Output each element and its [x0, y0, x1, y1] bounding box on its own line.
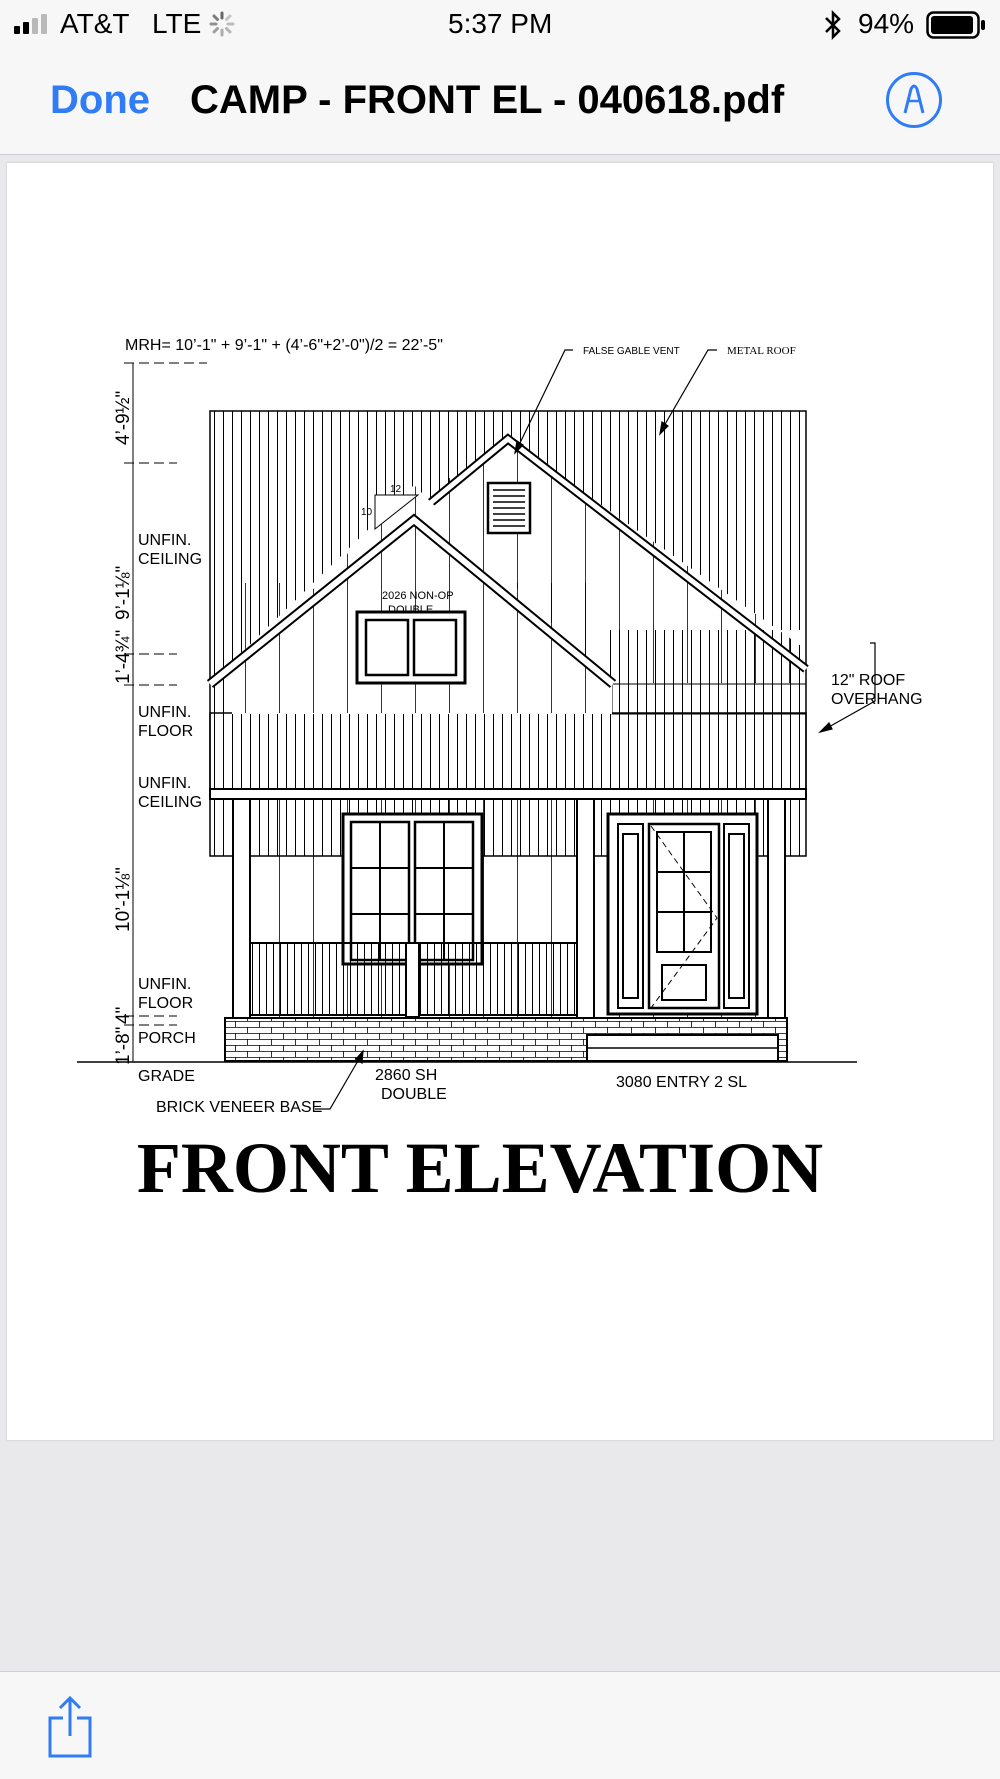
unfin-floor-upper: UNFIN. — [138, 704, 192, 721]
brick-veneer-label: BRICK VENEER BASE — [156, 1099, 323, 1116]
ceiling-upper: CEILING — [138, 551, 203, 568]
document-title: CAMP - FRONT EL - 040618.pdf — [190, 78, 785, 122]
status-bar — [0, 0, 1000, 50]
carrier-label: AT&T — [60, 8, 130, 39]
nav-bar — [0, 50, 1000, 155]
upper-window-label: 2026 NON-OP — [382, 590, 454, 602]
dim-porch: 1’-8" — [113, 1026, 134, 1065]
unfin-floor-lower: UNFIN. — [138, 976, 192, 993]
dim-upper-floor: 9’-1⅛" — [113, 565, 134, 620]
lower-window-label: 2860 SH — [375, 1067, 438, 1084]
bluetooth-icon — [822, 10, 844, 40]
dim-porch-step: 4" — [113, 1006, 134, 1024]
done-button[interactable]: Done — [50, 78, 150, 122]
drawing-heading: FRONT ELEVATION — [136, 1128, 824, 1208]
grade-label: GRADE — [138, 1068, 195, 1085]
unfin-ceiling-lower: UNFIN. — [138, 775, 192, 792]
dim-floor-depth: 1’-4¾" — [113, 629, 134, 684]
false-gable-vent-label: FALSE GABLE VENT — [583, 346, 680, 357]
floor-lower: FLOOR — [138, 995, 194, 1012]
floor-upper: FLOOR — [138, 723, 194, 740]
share-icon[interactable] — [46, 1694, 96, 1760]
network-label: LTE — [152, 8, 202, 39]
pitch-rise-label: 10 — [361, 507, 373, 518]
dim-roof-height: 4’-9½" — [113, 390, 134, 445]
lower-window-label-2: DOUBLE — [381, 1086, 447, 1103]
upper-window-label-2: DOUBLE — [388, 604, 434, 616]
activity-spinner-icon — [208, 10, 236, 38]
roof-overhang-label: 12" ROOF — [831, 672, 906, 689]
porch-label: PORCH — [138, 1030, 196, 1047]
mrh-formula: MRH= 10’-1" + 9’-1" + (4’-6"+2’-0")/2 = 22’-5" — [125, 337, 443, 354]
unfin-ceiling-upper: UNFIN. — [138, 532, 192, 549]
metal-roof-label: METAL ROOF — [727, 345, 796, 357]
markup-pen-icon[interactable] — [886, 72, 942, 128]
ceiling-lower: CEILING — [138, 794, 203, 811]
pitch-run-label: 12 — [390, 484, 402, 495]
pdf-page[interactable] — [7, 163, 993, 1440]
bottom-toolbar — [0, 1671, 1000, 1779]
clock: 5:37 PM — [448, 8, 553, 39]
front-elevation-drawing — [7, 163, 993, 1440]
battery-percent: 94% — [858, 8, 915, 39]
dim-lower-floor: 10’-1⅛" — [113, 867, 134, 932]
house-elevation — [77, 411, 857, 1062]
entry-door-label: 3080 ENTRY 2 SL — [616, 1074, 748, 1091]
roof-overhang-label-2: OVERHANG — [831, 691, 923, 708]
battery-icon — [926, 11, 986, 39]
cellular-signal-icon — [14, 14, 47, 34]
